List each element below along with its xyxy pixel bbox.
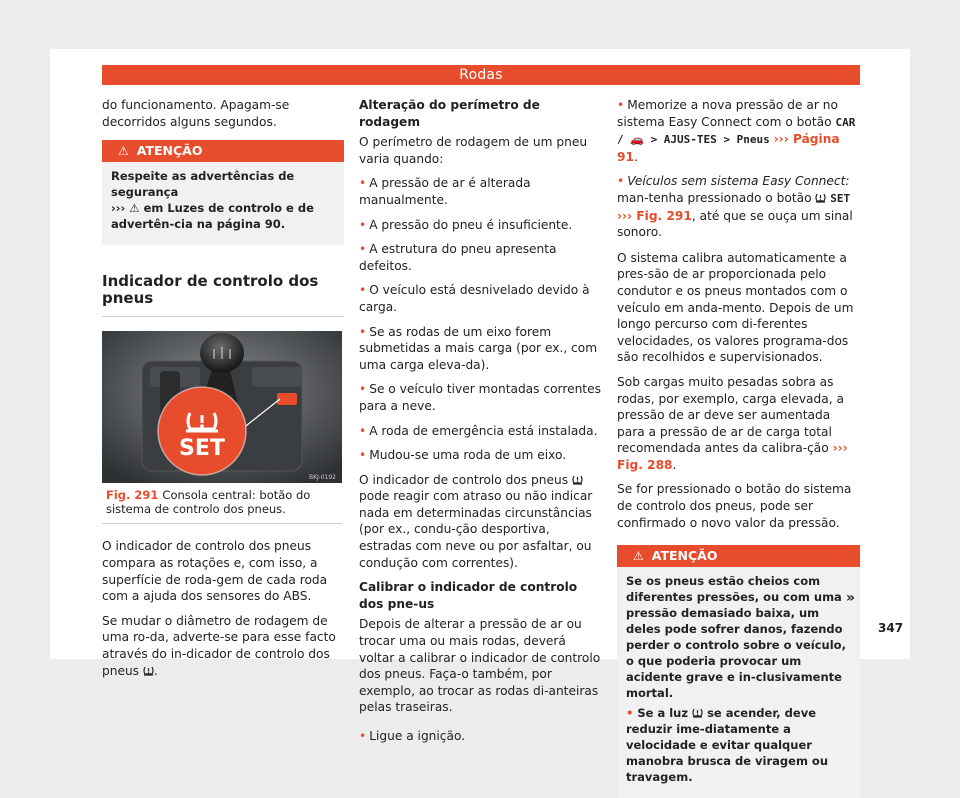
subheading: Calibrar o indicador de controlo dos pne-us — [359, 580, 578, 611]
warning-body — [617, 567, 860, 785]
warning-title: ATENÇÃO — [651, 548, 718, 564]
list-item: • Ligue a ignição. — [359, 729, 466, 743]
column-2 — [359, 97, 601, 753]
set-label: SET — [179, 436, 225, 462]
tpms-icon — [815, 191, 826, 201]
list-item: • O veículo está desnivelado devido à carga. — [359, 283, 590, 314]
list-item: • Se o veículo tiver montadas correntes para a neve. — [359, 382, 601, 413]
warning-text: Se os pneus estão cheios com diferentes pressões, ou com uma pressão demasiado baixa, um deles pode sofrer danos, fazendo perder o controlo sobre o veículo, o que poderia provocar um acidente grave e in-clusivamente mortal. — [626, 574, 846, 701]
figure-link[interactable]: ››› Fig. 291 — [617, 208, 692, 223]
list-item: • Veículos sem sistema Easy Connect: man-tenha pressionado o botão SET ››› Fig. 291, até que se ouça um sinal sonoro. — [617, 174, 853, 240]
page-header: Rodas — [102, 65, 860, 85]
paragraph: O indicador de controlo dos pneus compara as rotações e, com isso, a superfície de roda-gem de cada roda com a ajuda dos sensores do ABS. — [102, 539, 328, 604]
console-photo — [102, 331, 342, 483]
warning-header — [617, 545, 860, 567]
paragraph: Sob cargas muito pesadas sobra as rodas, por exemplo, carga elevada, a pressão de ar deve ser aumentada para a pressão de ar de carga total recomendada antes da calibra-ção ››› Fig. 288. — [617, 374, 848, 472]
page-link[interactable]: ››› Página 91 — [617, 132, 840, 164]
section-title: Indicador de controlo dos pneus — [102, 273, 344, 317]
subheading: Alteração do perímetro de rodagem — [359, 98, 540, 129]
bullet-list — [359, 175, 601, 463]
list-item: • A pressão de ar é alterada manualmente. — [359, 176, 531, 207]
warning-bullet: • Se a luz se acender, deve reduzir ime-diatamente a velocidade e evitar qualquer manobra brusca de viragem ou travagem. — [626, 706, 829, 785]
paragraph: Depois de alterar a pressão de ar ou trocar uma ou mais rodas, deverá voltar a calibrar o indicador de controlo dos pneus. Faça-o também, por exemplo, ao trocar as rodas di-anteiras pelas traseiras. — [359, 617, 601, 715]
tpms-icon — [143, 664, 154, 674]
paragraph: O perímetro de rodagem de um pneu varia quando: — [359, 135, 588, 166]
warning-box — [102, 140, 344, 245]
warning-header — [102, 140, 344, 162]
figure-code: BKJ-0192 — [308, 474, 336, 482]
column-3 — [617, 97, 860, 798]
paragraph: O indicador de controlo dos pneus pode reagir com atraso ou não indicar nada em determinadas circunstâncias (por ex., condu-ção desportiva, estradas com neve ou por asfaltar, ou condução com correntes). — [359, 472, 593, 570]
intro-text: do funcionamento. Apagam-se decorridos alguns segundos. — [102, 98, 290, 129]
list-item: • A roda de emergência está instalada. — [359, 423, 598, 438]
paragraph: Se mudar o diâmetro de rodagem de uma ro-da, adverte-se para esse facto através do in-dicador de controlo dos pneus . — [102, 613, 336, 678]
figure-291 — [102, 331, 342, 524]
paragraph: Se for pressionado o botão do sistema de controlo dos pneus, pode ser confirmado o novo valor da pressão. — [617, 482, 852, 530]
list-item: • A pressão do pneu é insuficiente. — [359, 217, 573, 232]
list-item: • Mudou-se uma roda de um eixo. — [359, 448, 567, 463]
warning-title: ATENÇÃO — [136, 143, 203, 159]
figure-link[interactable]: ››› Fig. 288 — [617, 441, 848, 472]
figure-number: Fig. 291 — [106, 488, 159, 503]
list-item: • A estrutura do pneu apresenta defeitos. — [359, 242, 557, 273]
menu-path: CAR / 🚗 > AJUS-TES > Pneus — [617, 115, 856, 147]
warning-text: Respeite as advertências de segurança ››› ⚠ em Luzes de controlo e de advertên-cia na página 90. — [111, 169, 314, 232]
column-1 — [102, 97, 344, 687]
warning-body — [102, 162, 344, 232]
warning-small-icon: ⚠ — [129, 201, 140, 216]
continue-mark: » — [846, 590, 856, 606]
page-number: 347 — [878, 621, 904, 635]
list-item: • Memorize a nova pressão de ar no sistema Easy Connect com o botão CAR / 🚗 > AJUS-TES > Pneus ››› Página 91. — [617, 98, 856, 164]
warning-icon: ⚠ — [633, 549, 644, 564]
paragraph: O sistema calibra automaticamente a pres-são de ar proporcionada pelo condutor e os pneus montados com o veículo em anda-mento. Depois de um longo percurso com di-ferentes velocidades, os valores programa-dos são recolhidos e supervisionados. — [617, 250, 854, 365]
list-item: • Se as rodas de um eixo forem submetidas a mais carga (por ex., com uma carga eleva-da). — [359, 324, 598, 372]
warning-box — [617, 545, 860, 798]
tpms-icon — [572, 473, 583, 483]
figure-caption: Fig. 291 Consola central: botão do sistema de controlo dos pneus. — [106, 488, 311, 517]
reference-arrows: ››› — [111, 201, 126, 216]
warning-icon: ⚠ — [118, 144, 129, 159]
set-key: SET — [830, 191, 851, 205]
